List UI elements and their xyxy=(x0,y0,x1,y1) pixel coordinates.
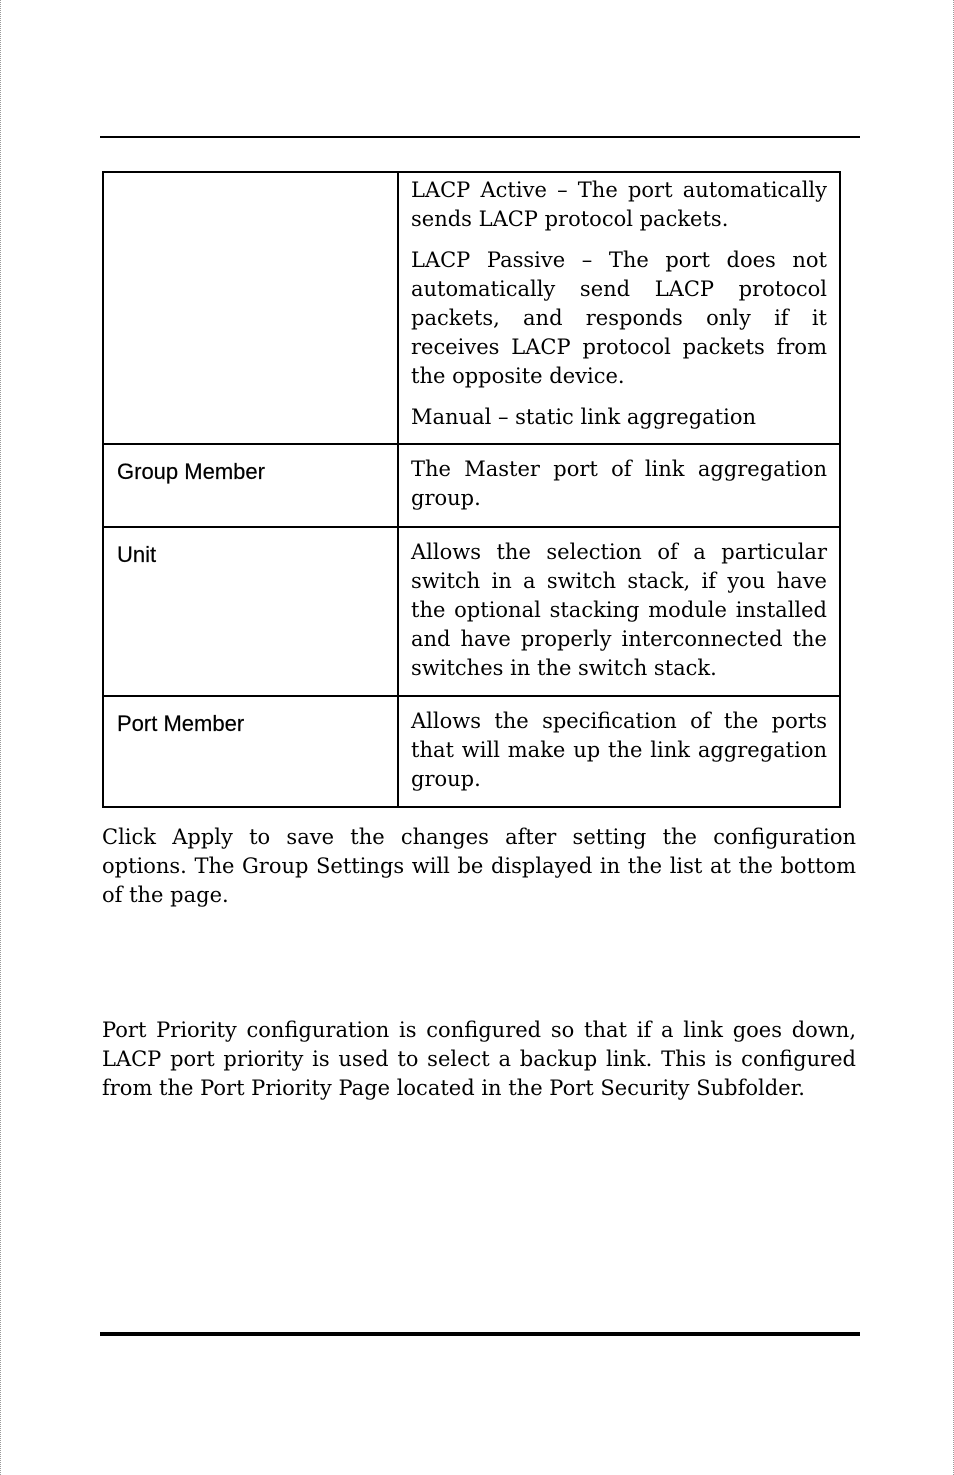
description-paragraph: Allows the selection of a particular switch in a switch stack, if you have the optional stacking module installed and have properly interconnected the switches in the switch stack. xyxy=(411,540,827,680)
apply-note-paragraph: Click Apply to save the changes after setting the configuration options. The Group Settings will be displayed in the list at the bottom of the page. xyxy=(102,825,856,907)
row-term xyxy=(103,172,398,444)
row-term: Unit xyxy=(103,527,398,696)
description-paragraph: Manual – static link aggregation xyxy=(411,405,757,429)
table-row xyxy=(103,172,840,444)
row-term: Group Member xyxy=(103,444,398,527)
table-row xyxy=(103,527,840,696)
description-paragraph: LACP Passive – The port does not automatically send LACP protocol packets, and responds only if it receives LACP protocol packets from the opposite device. xyxy=(411,248,827,388)
table-row xyxy=(103,696,840,807)
description-paragraph: LACP Active – The port automatically sends LACP protocol packets. xyxy=(411,178,827,231)
description-paragraph: Allows the specification of the ports that will make up the link aggregation group. xyxy=(411,709,827,791)
port-priority-paragraph: Port Priority configuration is configured so that if a link goes down, LACP port priority is used to select a backup link. This is configured from the Port Priority Page located in the Port Security Subfolder. xyxy=(102,1018,856,1100)
footer-rule xyxy=(100,1332,860,1336)
row-description xyxy=(398,444,840,527)
row-description xyxy=(398,172,840,444)
header-rule xyxy=(100,136,860,138)
row-term: Port Member xyxy=(103,696,398,807)
page-edge-left xyxy=(0,0,1,1475)
row-description xyxy=(398,527,840,696)
row-description xyxy=(398,696,840,807)
description-paragraph: The Master port of link aggregation group. xyxy=(411,457,827,510)
table-row xyxy=(103,444,840,527)
parameter-table xyxy=(102,171,841,808)
